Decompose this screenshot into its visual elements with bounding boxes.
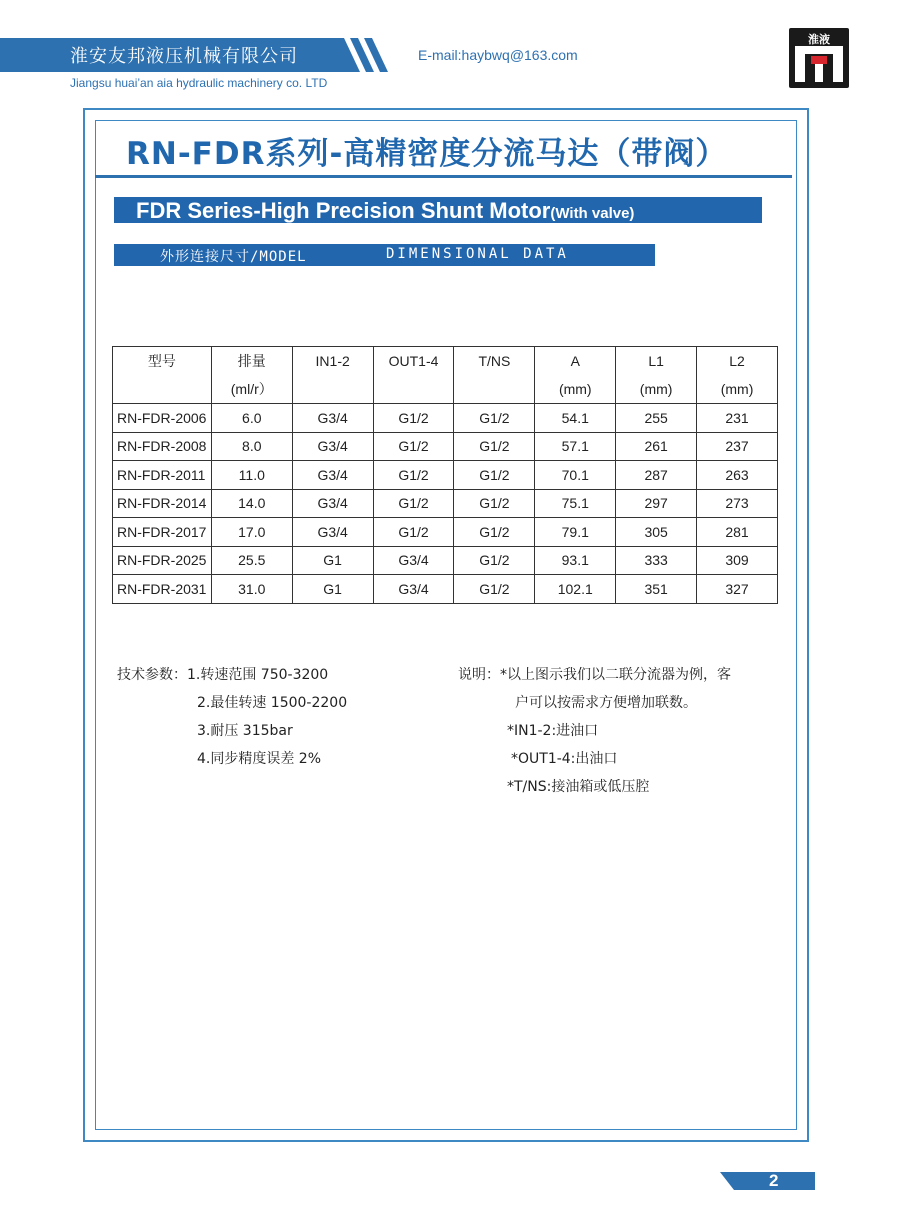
model-cell: RN-FDR-2031: [113, 575, 212, 604]
company-name-en: Jiangsu huai’an aia hydraulic machinery co. LTD: [70, 76, 328, 90]
table-cell: 14.0: [211, 489, 292, 518]
table-header-label: L1: [648, 353, 664, 369]
note-line: *IN1-2:进油口: [507, 723, 599, 739]
table-header-label: T/NS: [478, 353, 511, 369]
table-cell: G1/2: [373, 404, 454, 433]
table-cell: G1/2: [454, 518, 535, 547]
table-header-cell: [616, 347, 697, 404]
table-cell: G1/2: [454, 489, 535, 518]
table-cell: 75.1: [535, 489, 616, 518]
table-cell: G3/4: [292, 461, 373, 490]
table-cell: 281: [697, 518, 778, 547]
table-header-cell: [535, 347, 616, 404]
company-logo: [789, 28, 849, 88]
table-cell: G1: [292, 575, 373, 604]
table-header-row: [113, 347, 778, 404]
table-cell: G1/2: [454, 404, 535, 433]
note-line: 户可以按需求方便增加联数。: [515, 695, 697, 711]
table-cell: 102.1: [535, 575, 616, 604]
table-cell: G3/4: [292, 432, 373, 461]
table-cell: 327: [697, 575, 778, 604]
banner-stripes: [330, 38, 400, 72]
page-number-bar: [720, 1172, 815, 1190]
table-header-unit: (mm): [558, 381, 592, 397]
title-en-sub: (With valve): [550, 205, 635, 222]
table-cell: 70.1: [535, 461, 616, 490]
table-cell: 6.0: [211, 404, 292, 433]
model-cell: RN-FDR-2008: [113, 432, 212, 461]
table-header-unit: (mm): [639, 381, 673, 397]
table-header-cell: [373, 347, 454, 404]
table-cell: 231: [697, 404, 778, 433]
table-cell: 11.0: [211, 461, 292, 490]
table-cell: 297: [616, 489, 697, 518]
table-header-label: IN1-2: [315, 353, 350, 369]
notes-line-1: [458, 661, 731, 689]
table-header-cell: [697, 347, 778, 404]
table-row: [113, 461, 778, 490]
table-header-cell: [454, 347, 535, 404]
title-en-bar: [114, 197, 762, 223]
notes-label: 说明：: [458, 667, 500, 683]
table-cell: 31.0: [211, 575, 292, 604]
table-row: [113, 432, 778, 461]
title-en: [136, 197, 634, 228]
table-header-cell: [292, 347, 373, 404]
table-row: [113, 404, 778, 433]
table-header-cell: [211, 347, 292, 404]
notes: [458, 661, 731, 801]
table-cell: 79.1: [535, 518, 616, 547]
logo-mark-icon: [789, 28, 849, 88]
model-cell: RN-FDR-2017: [113, 518, 212, 547]
model-cell: RN-FDR-2006: [113, 404, 212, 433]
table-row: [113, 546, 778, 575]
table-cell: G1/2: [373, 461, 454, 490]
dimension-table: [112, 346, 778, 604]
title-en-main: FDR Series-High Precision Shunt Motor: [136, 198, 551, 223]
section-header-bar: [114, 244, 655, 266]
table-row: [113, 575, 778, 604]
email-address: E-mail:haybwq@163.com: [418, 47, 578, 63]
table-row: [113, 518, 778, 547]
table-header-label: A: [570, 353, 580, 369]
page-number: 2: [769, 1171, 779, 1190]
table-cell: G1: [292, 546, 373, 575]
section-header-en: DIMENSIONAL DATA: [386, 246, 569, 262]
model-cell: RN-FDR-2025: [113, 546, 212, 575]
tech-params: [117, 661, 347, 773]
table-cell: 25.5: [211, 546, 292, 575]
table-cell: 255: [616, 404, 697, 433]
table-cell: 17.0: [211, 518, 292, 547]
table-cell: 333: [616, 546, 697, 575]
table-cell: G1/2: [373, 489, 454, 518]
table-cell: 273: [697, 489, 778, 518]
table-header-cell: [113, 347, 212, 404]
page-frame-inner: [95, 120, 797, 1130]
tech-param-item: 2.最佳转速 1500-2200: [197, 695, 348, 711]
table-header-label: 排量: [237, 353, 266, 369]
table-cell: 287: [616, 461, 697, 490]
model-cell: RN-FDR-2014: [113, 489, 212, 518]
table-header-label: L2: [729, 353, 745, 369]
table-cell: G1/2: [373, 432, 454, 461]
table-cell: 351: [616, 575, 697, 604]
table-cell: G3/4: [292, 518, 373, 547]
table-cell: G3/4: [292, 489, 373, 518]
table-cell: 54.1: [535, 404, 616, 433]
table-cell: G1/2: [454, 575, 535, 604]
table-header-unit: (ml/r）: [230, 381, 273, 397]
tech-params-line-1: [117, 661, 347, 689]
table-cell: G1/2: [373, 518, 454, 547]
tech-param-item: 1.转速范围 750-3200: [187, 667, 329, 683]
table-cell: G1/2: [454, 546, 535, 575]
table-cell: G3/4: [373, 546, 454, 575]
tech-param-item: 4.同步精度误差 2%: [197, 751, 322, 767]
note-line: *以上图示我们以二联分流器为例，客: [500, 667, 731, 683]
note-line: *T/NS:接油箱或低压腔: [507, 779, 650, 795]
table-cell: 93.1: [535, 546, 616, 575]
table-cell: 8.0: [211, 432, 292, 461]
table-cell: 305: [616, 518, 697, 547]
table-header-unit: (mm): [720, 381, 754, 397]
table-cell: 309: [697, 546, 778, 575]
title-divider: [95, 175, 792, 178]
table-cell: 237: [697, 432, 778, 461]
page-title-cn: RN-FDR系列-高精密度分流马达（带阀）: [126, 136, 728, 172]
table-cell: G1/2: [454, 461, 535, 490]
table-cell: G3/4: [292, 404, 373, 433]
company-name-cn: 淮安友邦液压机械有限公司: [70, 46, 298, 67]
tech-param-item: 3.耐压 315bar: [197, 723, 293, 739]
note-line: *OUT1-4:出油口: [511, 751, 618, 767]
section-header-cn: 外形连接尺寸/MODEL: [160, 249, 307, 265]
table-cell: 263: [697, 461, 778, 490]
model-cell: RN-FDR-2011: [113, 461, 212, 490]
table-header-label: 型号: [147, 353, 176, 369]
logo-text: 淮液: [808, 33, 830, 46]
table-cell: 57.1: [535, 432, 616, 461]
table-cell: G1/2: [454, 432, 535, 461]
table-cell: 261: [616, 432, 697, 461]
table-cell: G3/4: [373, 575, 454, 604]
table-header-label: OUT1-4: [388, 353, 439, 369]
table-row: [113, 489, 778, 518]
tech-params-label: 技术参数：: [117, 667, 187, 683]
